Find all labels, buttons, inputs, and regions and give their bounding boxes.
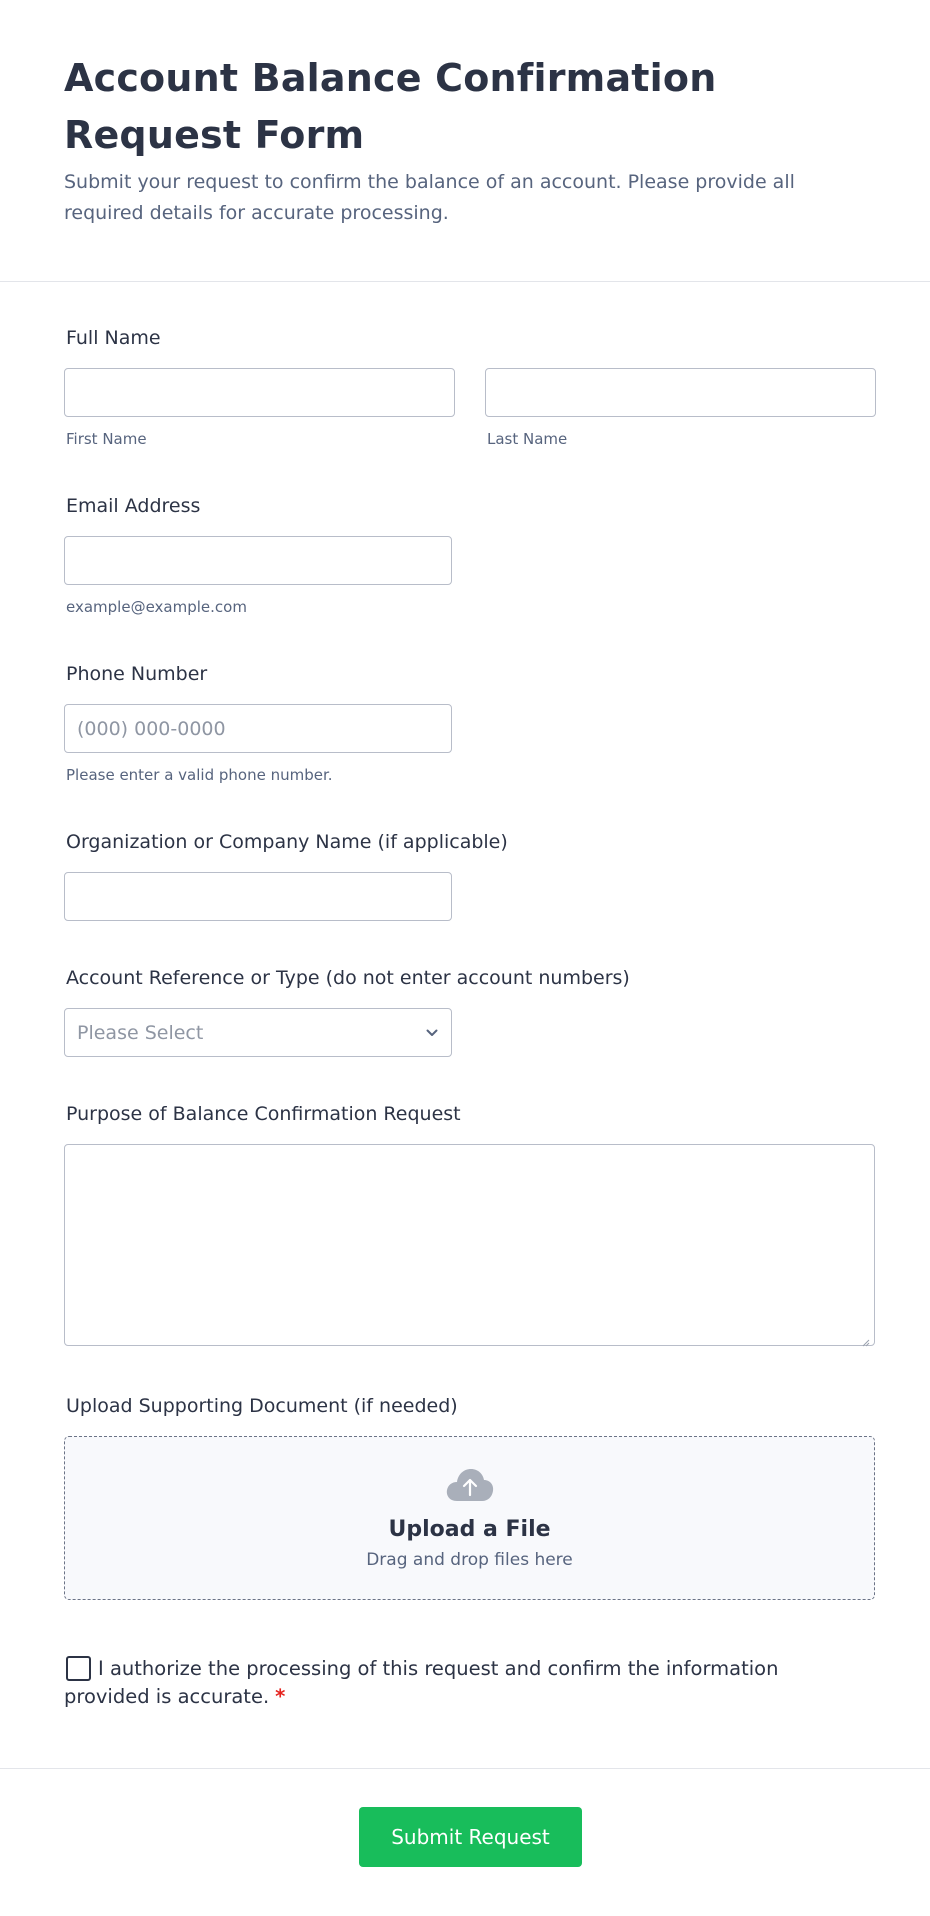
consent-checkbox[interactable] <box>66 1656 91 1681</box>
purpose-label: Purpose of Balance Confirmation Request <box>66 1103 461 1125</box>
account-reference-select[interactable] <box>64 1008 452 1057</box>
email-sublabel: example@example.com <box>66 598 247 616</box>
full-name-label: Full Name <box>66 327 161 349</box>
last-name-sublabel: Last Name <box>487 430 568 448</box>
page-title: Account Balance Confirmation Request Form <box>64 56 717 157</box>
phone-sublabel: Please enter a valid phone number. <box>66 766 333 784</box>
upload-title: Upload a File <box>388 1516 551 1542</box>
page-subtitle: Submit your request to confirm the balance of an account. Please provide all required details for accurate processing. <box>64 171 795 224</box>
last-name-input[interactable] <box>485 368 876 417</box>
organization-field <box>64 830 564 921</box>
account-reference-field <box>64 966 764 1057</box>
resize-handle-icon[interactable] <box>861 1332 870 1341</box>
account-reference-selected: Please Select <box>77 1021 204 1044</box>
upload-dropzone[interactable] <box>64 1436 875 1600</box>
email-field <box>64 494 452 616</box>
phone-field <box>64 662 452 784</box>
first-name-sublabel: First Name <box>66 430 147 448</box>
chevron-down-icon <box>425 1026 439 1040</box>
required-mark: * <box>275 1685 286 1708</box>
upload-field <box>64 1394 875 1600</box>
first-name-input[interactable] <box>64 368 455 417</box>
organization-label: Organization or Company Name (if applicable) <box>66 831 508 853</box>
upload-subtitle: Drag and drop files here <box>366 1549 573 1570</box>
consent-row <box>64 1655 784 1711</box>
full-name-field <box>64 326 876 448</box>
consent-text: I authorize the processing of this request and confirm the information provided is accurate. <box>64 1657 779 1708</box>
cloud-upload-icon <box>445 1467 495 1507</box>
phone-label: Phone Number <box>66 663 208 685</box>
submit-button[interactable]: Submit Request <box>359 1807 582 1867</box>
organization-input[interactable] <box>64 872 452 921</box>
email-input[interactable] <box>64 536 452 585</box>
purpose-field <box>64 1102 875 1346</box>
phone-input[interactable]: (000) 000-0000 <box>64 704 452 753</box>
email-label: Email Address <box>66 495 201 517</box>
form-footer <box>0 1768 930 1916</box>
purpose-textarea[interactable] <box>64 1144 875 1346</box>
upload-label: Upload Supporting Document (if needed) <box>66 1395 458 1417</box>
form-header <box>0 0 930 282</box>
account-reference-label: Account Reference or Type (do not enter account numbers) <box>66 967 630 989</box>
